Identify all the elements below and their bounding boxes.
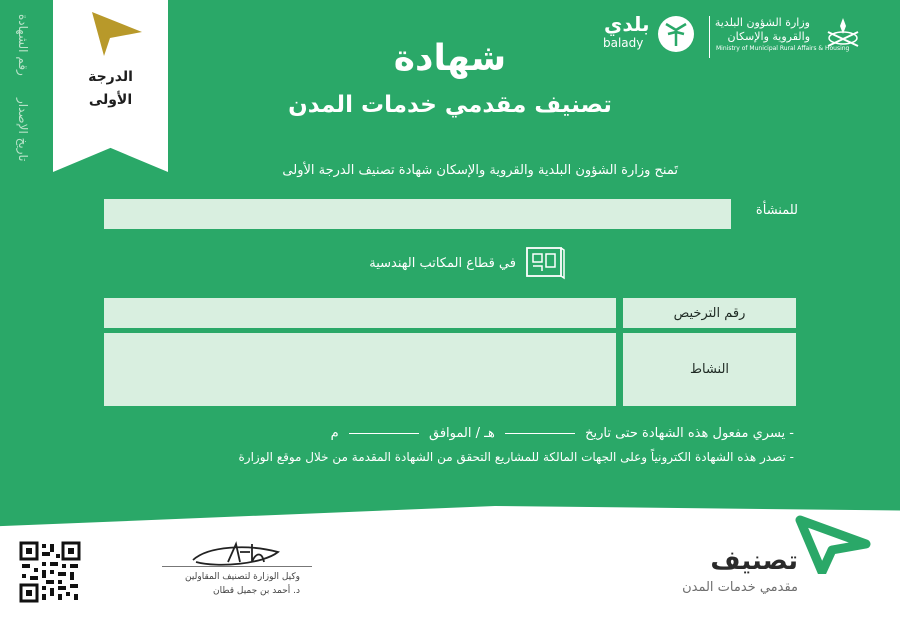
blueprint-icon	[524, 245, 566, 281]
signatory-name: د. أحمد بن جميل قطان	[213, 586, 300, 596]
qr-code-icon	[18, 540, 82, 604]
certificate-number-label: رقم الشهادة	[16, 14, 30, 76]
brand-tagline: مقدمي خدمات المدن	[682, 580, 798, 595]
certificate-subtitle: تصنيف مقدمي خدمات المدن	[288, 92, 612, 118]
ministry-name-line2: والقروية والإسكان	[727, 30, 810, 43]
logo-divider	[709, 16, 710, 58]
license-number-field[interactable]	[104, 298, 616, 328]
signature-line	[162, 566, 312, 567]
ministry-name-english: Ministry of Municipal Rural Affairs & Housing	[716, 45, 850, 52]
brand-name: تصنيف	[710, 546, 798, 576]
corresponding-label: الموافق	[428, 426, 472, 441]
establishment-label: للمنشأة	[755, 203, 798, 218]
balady-arabic: بلدي	[604, 12, 650, 36]
balady-logo-icon	[656, 14, 696, 54]
electronic-issue-note: - تصدر هذه الشهادة الكترونياً وعلى الجهات المالكة للمشاريع التحقق من الشهادة المقدمة من خلال موقع الوزارة	[238, 450, 794, 464]
gregorian-date-blank	[349, 433, 419, 434]
grade-label-line2: الأولى	[88, 92, 133, 108]
hijri-suffix: هـ	[484, 426, 495, 441]
date-separator: /	[475, 426, 480, 441]
grade-label-line1: الدرجة	[88, 69, 133, 85]
gregorian-suffix: م	[330, 426, 339, 441]
balady-english: balady	[603, 36, 644, 50]
sector-text: في قطاع المكاتب الهندسية	[369, 256, 516, 271]
certificate-title: شهادة	[393, 38, 507, 79]
establishment-field[interactable]	[104, 199, 731, 229]
grade-badge-icon	[80, 10, 145, 58]
ministry-name-line1: وزارة الشؤون البلدية	[714, 16, 810, 29]
activity-field[interactable]	[104, 333, 616, 406]
activity-label: النشاط	[623, 333, 796, 406]
issue-date-label: تاريخ الإصدار	[16, 98, 30, 162]
tasneef-logo-icon	[792, 514, 872, 574]
hijri-date-blank	[505, 433, 575, 434]
validity-prefix: - يسري مفعول هذه الشهادة حتى تاريخ	[585, 426, 794, 441]
license-number-label: رقم الترخيص	[623, 298, 796, 328]
validity-note	[280, 426, 794, 441]
signatory-title: وكيل الوزارة لتصنيف المقاولين	[185, 572, 300, 582]
grant-statement: تَمنح وزارة الشؤون البلدية والقروية والإسكان شهادة تصنيف الدرجة الأولى	[282, 163, 678, 178]
